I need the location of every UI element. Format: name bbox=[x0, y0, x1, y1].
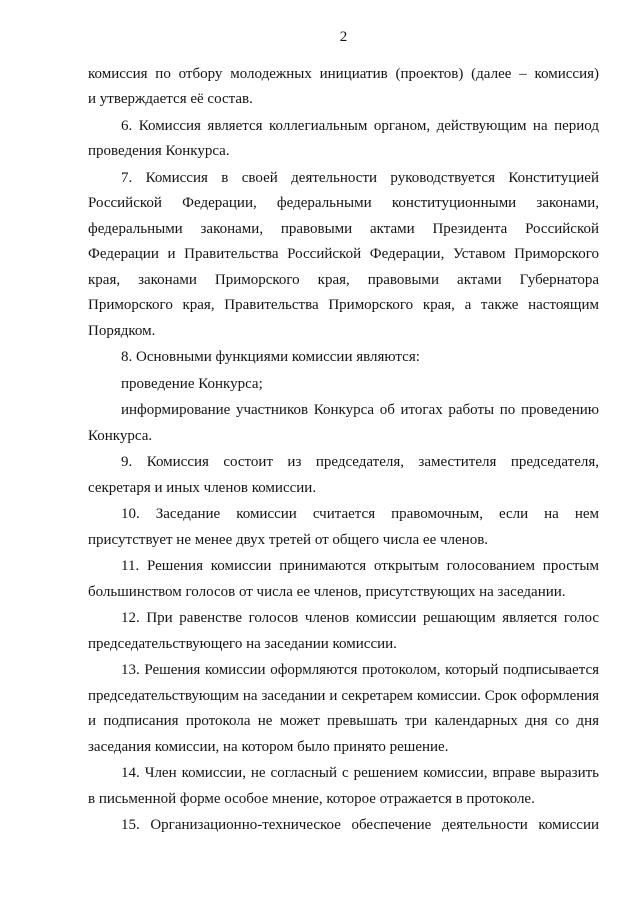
text-line: заседания комиссии, на котором было принято решение. bbox=[88, 738, 449, 755]
text-line: 10. Заседание комиссии считается правомочным, если на нем bbox=[121, 506, 599, 523]
paragraph-11 bbox=[88, 554, 599, 605]
text-line: комиссия по отбору молодежных инициатив (проектов) (далее – комиссия) bbox=[88, 66, 599, 82]
text-line: присутствует не менее двух третей от общего числа ее членов. bbox=[88, 531, 489, 548]
text-line: 8. Основными функциями комиссии являются: bbox=[121, 349, 420, 366]
text-line: Российской Федерации, федеральными конституционными законами, bbox=[88, 195, 599, 212]
text-line: 14. Член комиссии, не согласный с решением комиссии, вправе выразить bbox=[121, 765, 599, 782]
text-line: Федерации и Правительства Российской Федерации, Уставом Приморского bbox=[88, 246, 599, 263]
text-line: председательствующего на заседании комиссии. bbox=[88, 635, 397, 652]
list-item-participants-informing bbox=[88, 398, 599, 449]
text-line: Конкурса. bbox=[88, 427, 153, 444]
text-line: проведение Конкурса; bbox=[121, 375, 263, 392]
paragraph-6 bbox=[88, 114, 599, 165]
text-line: 9. Комиссия состоит из председателя, заместителя председателя, bbox=[121, 454, 599, 471]
text-line: большинством голосов от числа ее членов, присутствующих на заседании. bbox=[88, 583, 566, 600]
page-number: 2 bbox=[339, 29, 348, 45]
text-line: 13. Решения комиссии оформляются протоколом, который подписывается bbox=[121, 662, 599, 679]
text-line: проведения Конкурса. bbox=[88, 143, 230, 160]
document-body bbox=[88, 62, 599, 840]
text-line: секретаря и иных членов комиссии. bbox=[88, 479, 317, 496]
list-item-contest-conducting bbox=[88, 372, 599, 397]
text-line: 11. Решения комиссии принимаются открытым голосованием простым bbox=[121, 558, 599, 575]
text-line: и утверждается её состав. bbox=[88, 91, 253, 108]
paragraph-14 bbox=[88, 761, 599, 812]
text-line: 6. Комиссия является коллегиальным органом, действующим на период bbox=[121, 118, 599, 134]
text-line: Приморского края, Правительства Приморского края, а также настоящим bbox=[88, 297, 599, 314]
text-line: информирование участников Конкурса об итогах работы по проведению bbox=[121, 402, 599, 419]
text-line: 12. При равенстве голосов членов комиссии решающим является голос bbox=[121, 610, 599, 627]
paragraph-7 bbox=[88, 166, 599, 344]
paragraph-8 bbox=[88, 345, 599, 370]
paragraph-13 bbox=[88, 658, 599, 760]
paragraph-15 bbox=[88, 813, 599, 838]
text-line: 7. Комиссия в своей деятельности руководствуется Конституцией bbox=[121, 170, 599, 186]
text-line: и подписания протокола не может превышать три календарных дня со дня bbox=[88, 713, 599, 730]
text-line: Порядком. bbox=[88, 322, 156, 339]
paragraph-continuation bbox=[88, 62, 599, 113]
text-line: федеральными законами, правовыми актами Президента Российской bbox=[88, 220, 599, 237]
text-line: края, законами Приморского края, правовыми актами Губернатора bbox=[88, 271, 599, 288]
paragraph-9 bbox=[88, 450, 599, 501]
text-line: в письменной форме особое мнение, которое отражается в протоколе. bbox=[88, 790, 535, 807]
paragraph-10 bbox=[88, 502, 599, 553]
text-line: 15. Организационно-техническое обеспечение деятельности комиссии bbox=[121, 817, 599, 834]
paragraph-12 bbox=[88, 606, 599, 657]
text-line: председательствующим на заседании и секретарем комиссии. Срок оформления bbox=[88, 687, 599, 704]
